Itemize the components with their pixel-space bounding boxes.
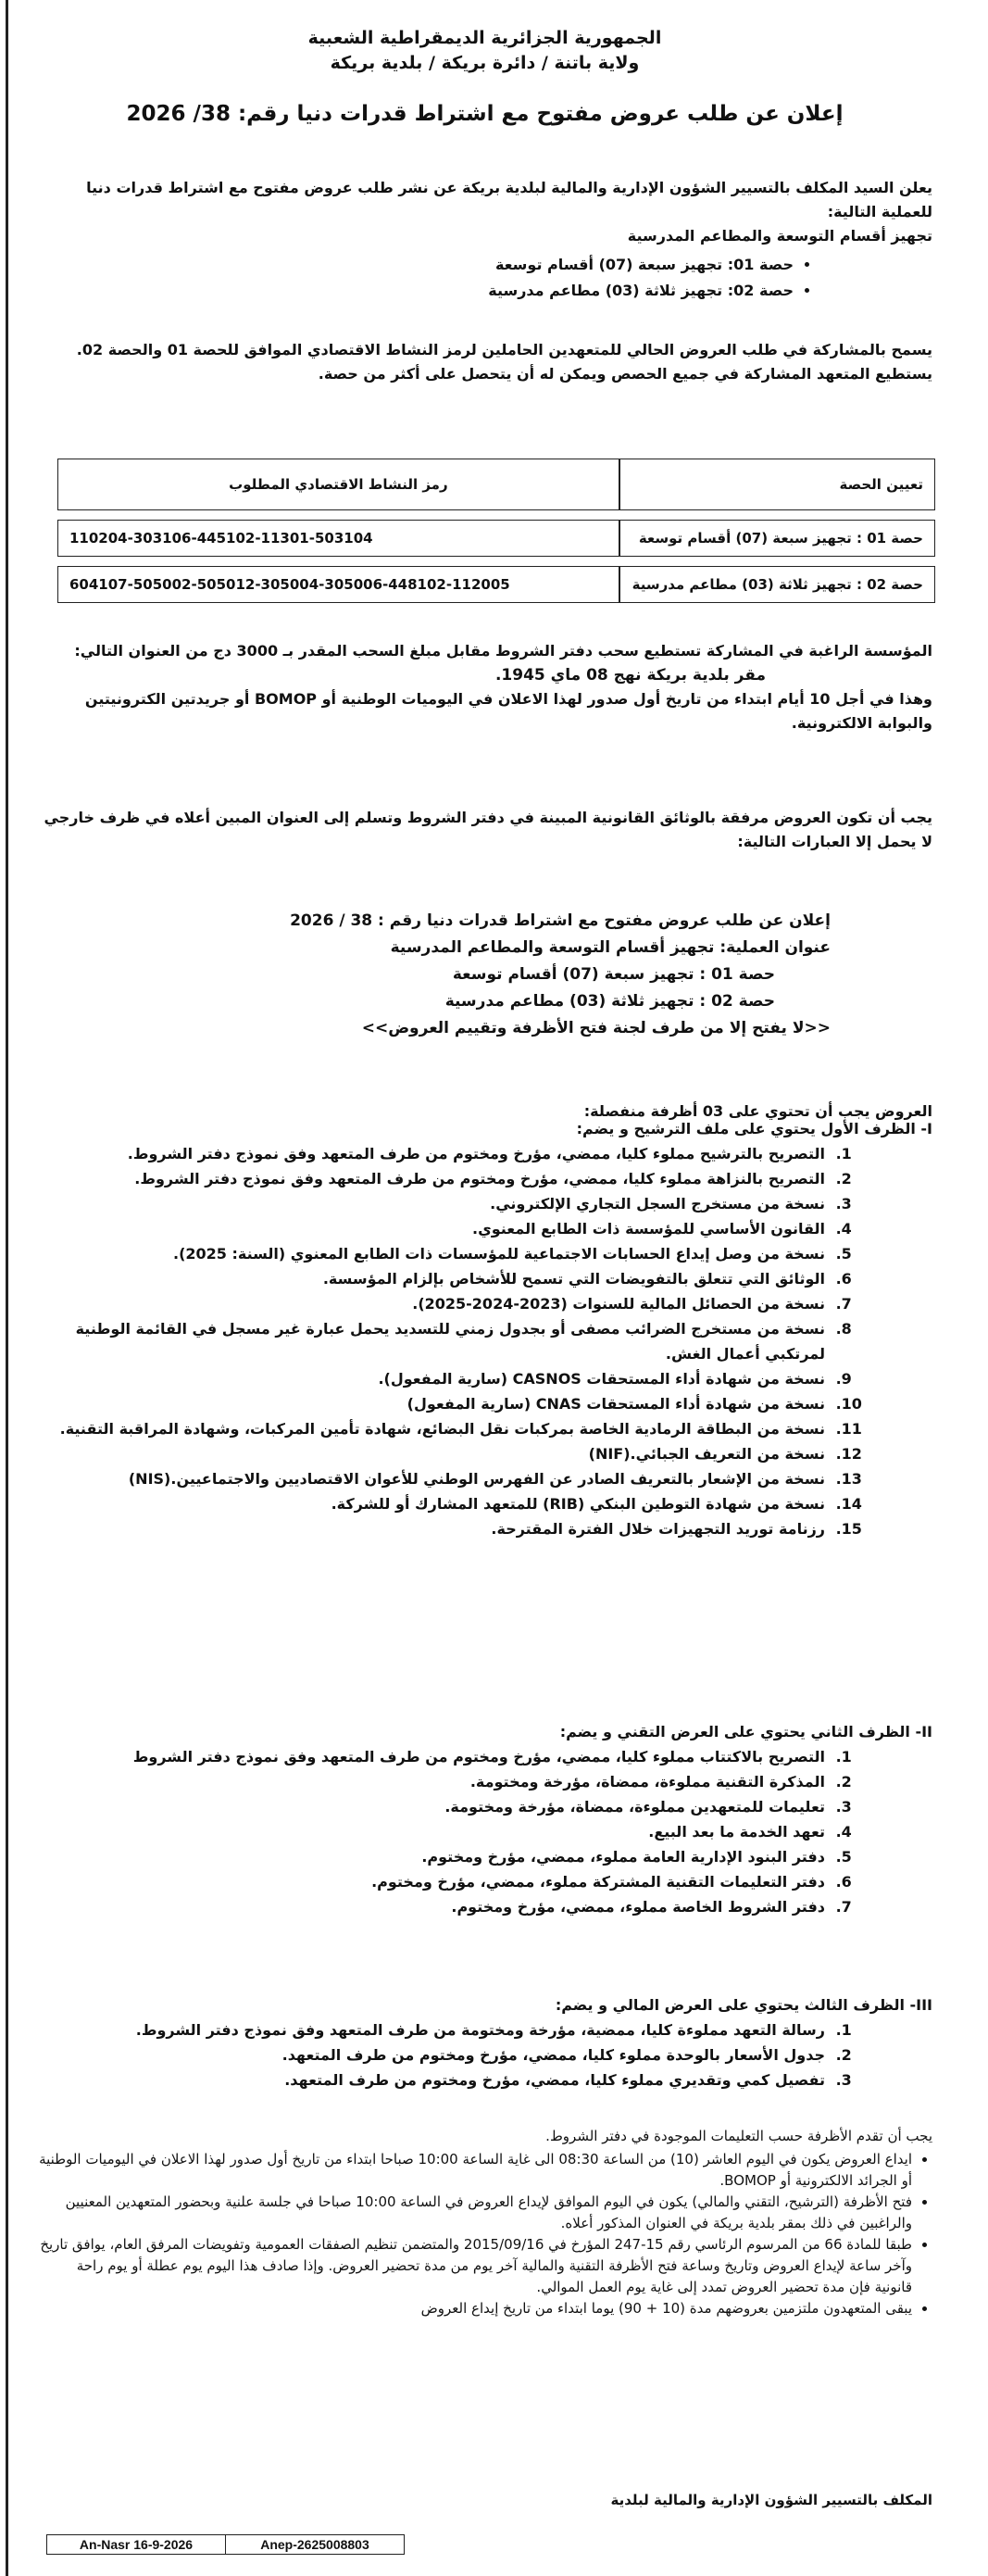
list-item: 1. التصريح بالاكتتاب مملوء كليا، ممضي، مؤرخ ومختوم من طرف المتعهد وفق نموذج دفتر الشروط [37,1744,831,1769]
financial-section [37,1996,932,2092]
list-item: 2. التصريح بالنزاهة مملوء كليا، ممضي، مؤرخ ومختوم من طرف المتعهد وفق نموذج دفتر الشروط. [37,1166,831,1191]
table-header-row [57,459,935,510]
lots-list [37,252,932,304]
list-item: 15. رزنامة توريد التجهيزات خلال الفترة المقترحة. [37,1516,831,1541]
list-item: 1. رسالة التعهد مملوءة كليا، ممضية، مؤرخة ومختومة من طرف المتعهد وفق نموذج دفتر الشروط. [37,2017,831,2042]
list-item: 6. الوثائق التي تتعلق بالتفويضات التي تسمح للأشخاص بإلزام المؤسسة. [37,1266,831,1291]
list-item: 12. نسخة من التعريف الجبائي.(NIF) [37,1441,831,1466]
list-item: 7. نسخة من الحصائل المالية للسنوات (2023-2024-2025). [37,1291,831,1316]
envelope-line: <<لا يفتح إلا من طرف لجنة فتح الأظرفة وتقييم العروض>> [361,1019,831,1037]
envelope-line: حصة 02 : تجهيز ثلاثة (03) مطاعم مدرسية [444,992,775,1011]
closing-intro: يجب أن تقدم الأظرفة حسب التعليمات الموجودة في دفتر الشروط. [545,2128,932,2144]
header [37,26,932,126]
list-item: 3. نسخة من مستخرج السجل التجاري الإلكتروني. [37,1191,831,1216]
list-item: 14. نسخة من شهادة التوطين البنكي (RIB) للمتعهد المشارك أو للشركة. [37,1491,831,1516]
withdraw-paragraph: المؤسسة الراغبة في المشاركة تستطيع سحب دفتر الشروط مقابل مبلغ السحب المقدر بـ 3000 دج من العنوان التالي: [74,642,932,660]
intro-paragraph: يعلن السيد المكلف بالتسيير الشؤون الإدارية والمالية لبلدية بريكة عن نشر طلب عروض مفتوح مع اشتراط قدرات دنيا للعملية التالية: [86,179,932,220]
withdraw-deadline: وهذا في أجل 10 أيام ابتداء من تاريخ أول صدور لهذا الاعلان في اليوميات الوطنية أو BOMOP أو جريدتين الكترونيتين والبوابة الالكترونية. [84,690,932,732]
envelope-3-title: III- الظرف الثالث يحتوي على العرض المالي و يضم: [555,1996,932,2014]
list-item: 8. نسخة من مستخرج الضرائب مصفى أو بجدول زمني للتسديد يحمل عبارة غير مسجل في القائمة الوطنية لمرتكبي أعمال الغش. [37,1316,831,1366]
list-item: 10. نسخة من شهادة أداء المستحقات CNAS (سارية المفعول) [37,1391,831,1416]
operation-name: تجهيز أقسام التوسعة والمطاعم المدرسية [627,227,932,245]
newspaper-date: An-Nasr 16-9-2026 [79,2537,194,2552]
envelope-line: حصة 01 : تجهيز سبعة (07) أقسام توسعة [452,965,775,984]
col-lot-header: تعيين الحصة [619,459,935,510]
list-item: • ايداع العروض يكون في اليوم العاشر (10) من الساعة 08:30 الى غاية الساعة 10:00 صباحا ابتداء من تاريخ أول صدور لهذا الاعلان في اليوميات الوطنية أو الجرائد الالكترونية أو BOMOP. [37,2149,912,2192]
envelope-3-items [37,2017,932,2092]
closing-section [37,2126,932,2319]
col-code-header: رمز النشاط الاقتصادي المطلوب [57,459,619,510]
table-row [57,566,935,603]
header-republic: الجمهورية الجزائرية الديمقراطية الشعبية [307,28,662,48]
header-wilaya: ولاية باتنة / دائرة بريكة / بلدية بريكة [330,53,640,73]
lot-item: • حصة 02: تجهيز ثلاثة (03) مطاعم مدرسية [37,278,794,304]
envelope-2-items [37,1744,932,1919]
lot-item: • حصة 01: تجهيز سبعة (07) أقسام توسعة [37,252,794,278]
list-item: 2. المذكرة التقنية مملوءة، ممضاة، مؤرخة ومختومة. [37,1769,831,1794]
list-item: 6. دفتر التعليمات التقنية المشتركة مملوء، ممضي، مؤرخ ومختوم. [37,1869,831,1894]
list-item: 3. تفصيل كمي وتقديري مملوء كليا، ممضي، مؤرخ ومختوم من طرف المتعهد. [37,2067,831,2092]
lots-table [57,449,935,612]
participation [37,338,932,386]
withdraw-address: مقر بلدية بريكة نهج 08 ماي 1945. [494,666,766,685]
list-item: 4. تعهد الخدمة ما بعد البيع. [37,1819,831,1844]
code-cell: 604107-505002-505012-305004-305006-448102-112005 [57,566,619,603]
envelope-line: عنوان العملية: تجهيز أقسام التوسعة والمطاعم المدرسية [390,938,831,957]
list-item: 7. دفتر الشروط الخاصة مملوء، ممضي، مؤرخ ومختوم. [37,1894,831,1919]
offers-section [37,1102,932,1541]
list-item: 2. جدول الأسعار بالوحدة مملوء كليا، ممضي، مؤرخ ومختوم من طرف المتعهد. [37,2042,831,2067]
closing-list [37,2149,932,2319]
list-item: 1. التصريح بالترشيح مملوء كليا، ممضي، مؤرخ ومختوم من طرف المتعهد وفق نموذج دفتر الشروط. [37,1141,831,1166]
signature: المكلف بالتسيير الشؤون الإدارية والمالية لبلدية [610,2492,932,2508]
envelope-2-title: II- الظرف الثاني يحتوي على العرض التقني و يضم: [559,1723,932,1740]
list-item: • فتح الأظرفة (الترشيح، التقني والمالي) يكون في اليوم الموافق لإيداع العروض في الساعة 10:00 صباحا في جلسة علنية وبحضور المتعهدين المعنيين والراغبين في ذلك بمقر بلدية بريكة في العنوان المذكور أعلاه. [37,2192,912,2234]
page-edge-line [6,0,8,2576]
offers-intro: العروض يجب أن تحتوي على 03 أظرفة منفصلة: [583,1102,932,1120]
withdraw-info [37,639,932,735]
lot-cell: حصة 01 : تجهيز سبعة (07) أقسام توسعة [619,520,935,557]
table-row [57,520,935,557]
list-item: 5. نسخة من وصل إيداع الحسابات الاجتماعية للمؤسسات ذات الطابع المعنوي (السنة: 2025). [37,1241,831,1266]
participation-paragraph: يسمح بالمشاركة في طلب العروض الحالي للمتعهدين الحاملين لرمز النشاط الاقتصادي الموافق للحصة 01 والحصة 02. يستطيع المتعهد المشاركة في جميع الحصص ويمكن له أن يتحصل على أكثر من حصة. [76,341,932,383]
list-item: • يبقى المتعهدون ملتزمين بعروضهم مدة (10 + 90) يوما ابتداء من تاريخ إيداع العروض [37,2298,912,2319]
list-item: 3. تعليمات للمتعهدين مملوءة، ممضاة، مؤرخة ومختومة. [37,1794,831,1819]
envelope-paragraph: يجب أن تكون العروض مرفقة بالوثائق القانونية المبينة في دفتر الشروط وتسلم إلى العنوان المبين أعلاه في ظرف خارجي لا يحمل إلا العبارات التالية: [44,809,932,850]
intro [37,176,932,304]
technical-section [37,1723,932,1919]
envelope-info [37,806,932,854]
envelope-label [37,908,831,1042]
envelope-1-title: I- الظرف الأول يحتوي على ملف الترشيح و يضم: [576,1120,932,1137]
list-item: 11. نسخة من البطاقة الرمادية الخاصة بمركبات نقل البضائع، شهادة تأمين المركبات، وشهادة المراقبة التقنية. [37,1416,831,1441]
list-item: 9. نسخة من شهادة أداء المستحقات CASNOS (سارية المفعول). [37,1366,831,1391]
list-item: 13. نسخة من الإشعار بالتعريف الصادر عن الفهرس الوطني للأعوان الاقتصاديين والاجتماعيين.(NIS) [37,1466,831,1491]
lot-cell: حصة 02 : تجهيز ثلاثة (03) مطاعم مدرسية [619,566,935,603]
envelope-line: إعلان عن طلب عروض مفتوح مع اشتراط قدرات دنيا رقم : 38 / 2026 [290,911,831,930]
code-cell: 110204-303106-445102-11301-503104 [57,520,619,557]
list-item: 5. دفتر البنود الإدارية العامة مملوء، ممضي، مؤرخ ومختوم. [37,1844,831,1869]
list-item: 4. القانون الأساسي للمؤسسة ذات الطابع المعنوي. [37,1216,831,1241]
envelope-1-items [37,1141,932,1541]
announcement-title: إعلان عن طلب عروض مفتوح مع اشتراط قدرات دنيا رقم: 38/ 2026 [126,102,844,126]
list-item: • طبقا للمادة 66 من المرسوم الرئاسي رقم 15-247 المؤرخ في 2015/09/16 والمتضمن تنظيم الصفقات العمومية وتفويضات المرفق العام، يوافق تاريخ وآخر ساعة لإيداع العروض وتاريخ وساعة فتح الأظرفة التقنية والمالية آخر يوم من مدة تحضير العروض. وإذا صادف هذا اليوم يوم عطلة أو يوم راحة قانونية فإن مدة تحضير العروض تمدد إلى غاية يوم العمل الموالي. [37,2234,912,2298]
publication-box [46,2534,405,2555]
anep-code: Anep-2625008803 [225,2535,404,2554]
